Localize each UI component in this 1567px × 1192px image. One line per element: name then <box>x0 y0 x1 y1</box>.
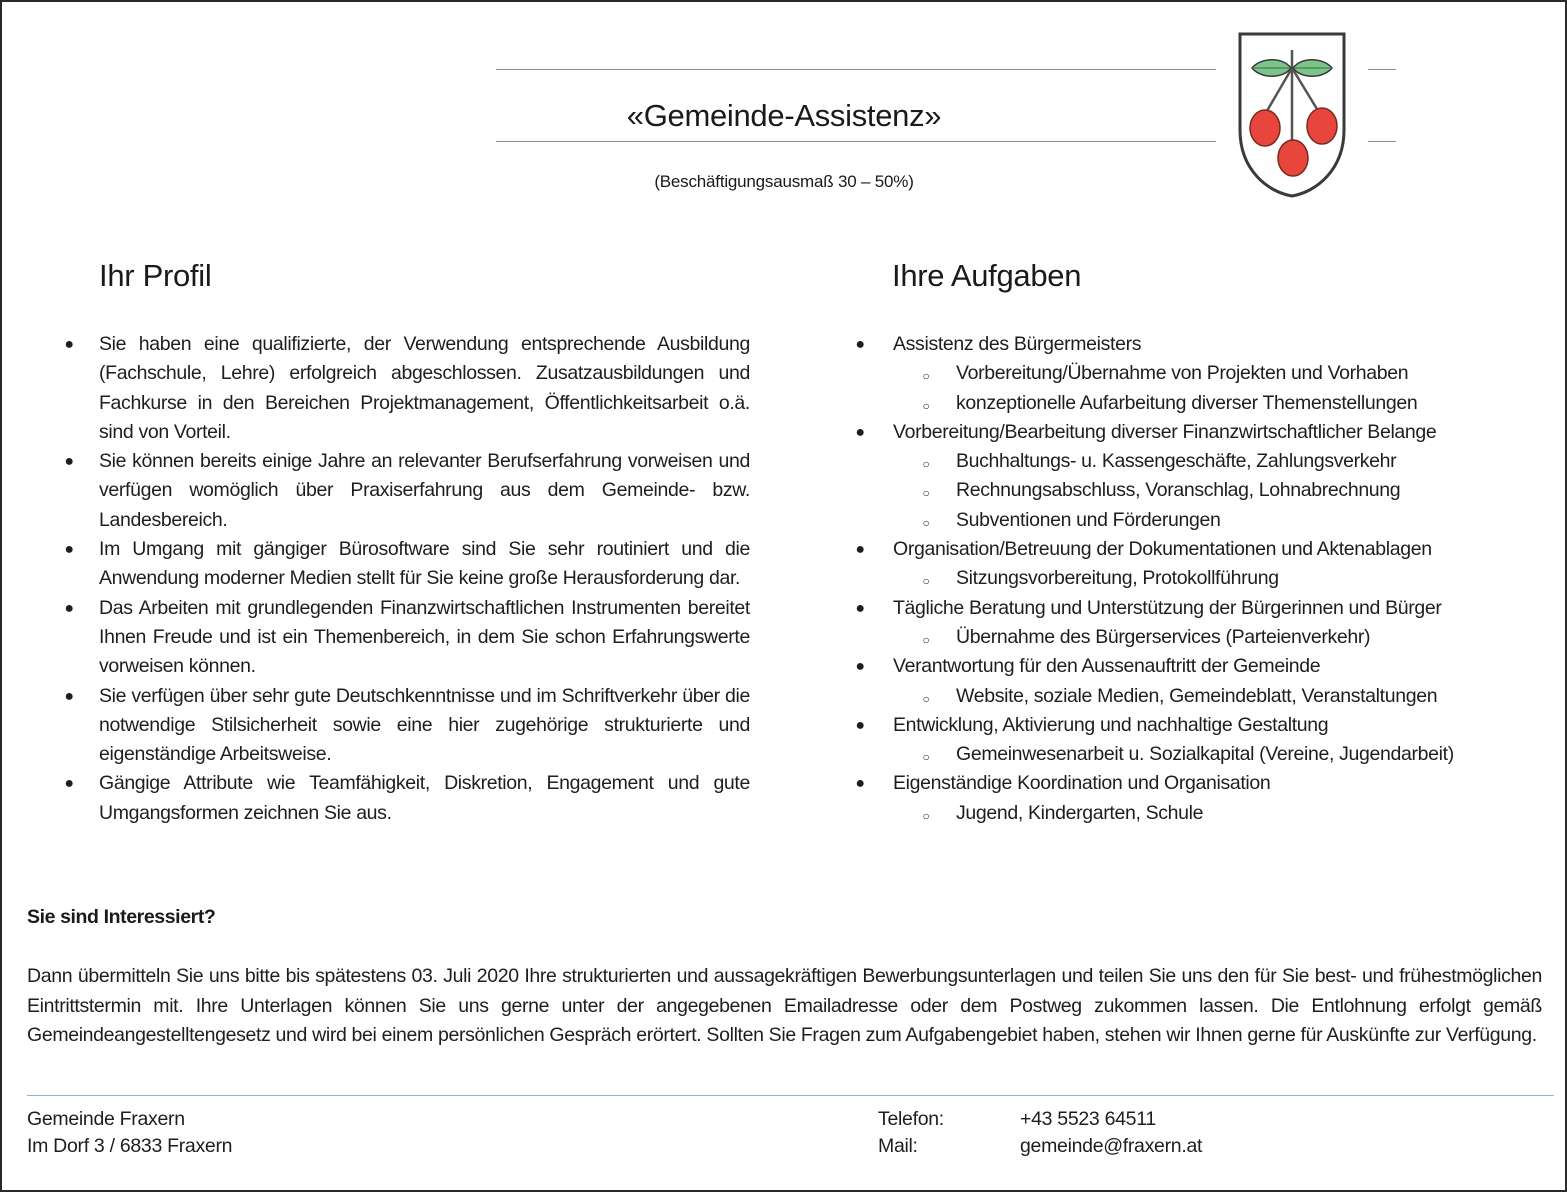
task-subitem-text: Rechnungsabschluss, Voranschlag, Lohnabrechnung <box>956 479 1401 502</box>
task-item-text: Vorbereitung/Bearbeitung diverser Finanzwirtschaftlicher Belange <box>893 420 1437 443</box>
circle-bullet-icon: ○ <box>922 515 930 530</box>
bullet-icon: ● <box>64 541 74 559</box>
task-subitem <box>855 476 1555 505</box>
profile-heading: Ihr Profil <box>99 258 212 293</box>
bullet-icon: ● <box>64 687 74 705</box>
circle-bullet-icon: ○ <box>922 369 930 384</box>
profile-item <box>64 594 750 682</box>
profile-item-text: Das Arbeiten mit grundlegenden Finanzwirtschaftlichen Instrumenten bereitet Ihnen Freude und ist ein Themenbereich, in dem Sie schon Erfahrungswerte vorweisen können. <box>99 596 750 678</box>
task-item <box>855 711 1555 740</box>
task-item-text: Verantwortung für den Aussenauftritt der Gemeinde <box>893 655 1321 678</box>
profile-list <box>64 330 750 828</box>
bullet-icon: ● <box>64 775 74 793</box>
task-item-text: Assistenz des Bürgermeisters <box>893 333 1142 355</box>
circle-bullet-icon: ○ <box>922 691 930 706</box>
bullet-icon: ● <box>855 716 865 734</box>
tasks-list <box>855 330 1555 828</box>
task-subitem-text: Subventionen und Förderungen <box>956 508 1221 531</box>
header-rule-top-right <box>1368 69 1396 70</box>
postal-address: Im Dorf 3 / 6833 Fraxern <box>27 1135 233 1157</box>
profile-item <box>64 682 750 770</box>
task-item <box>855 769 1555 798</box>
profile-item <box>64 330 750 447</box>
bullet-icon: ● <box>64 336 74 353</box>
task-subitem-text: Gemeinwesenarbeit u. Sozialkapital (Vereine, Jugendarbeit) <box>956 743 1454 766</box>
cherry-coat-of-arms-icon <box>1236 30 1348 198</box>
header-rule-bottom <box>496 141 1216 142</box>
profile-item <box>64 769 750 828</box>
employment-scope: (Beschäftigungsausmaß 30 – 50%) <box>654 172 914 191</box>
task-item-text: Tägliche Beratung und Unterstützung der Bürgerinnen und Bürger <box>893 596 1442 619</box>
bullet-icon: ● <box>855 336 865 353</box>
bullet-icon: ● <box>855 541 865 559</box>
task-subitem <box>855 389 1555 418</box>
mail-label: Mail: <box>878 1135 918 1157</box>
task-item <box>855 535 1555 564</box>
footer-divider <box>27 1095 1554 1096</box>
profile-item-text: Sie verfügen über sehr gute Deutschkenntnisse und im Schriftverkehr über die notwendige Stilsicherheit sowie eine hier zugehörige strukturierte und eigenständige Arbeitsweise. <box>99 684 750 766</box>
task-subitem <box>855 682 1555 711</box>
profile-item <box>64 535 750 594</box>
bullet-icon: ● <box>855 423 865 441</box>
task-item-text: Entwicklung, Aktivierung und nachhaltige Gestaltung <box>893 713 1329 736</box>
task-subitem-text: Übernahme des Bürgerservices (Parteienverkehr) <box>956 625 1371 648</box>
profile-item-text: Im Umgang mit gängiger Bürosoftware sind Sie sehr routiniert und die Anwendung moderner Medien stellt für Sie keine große Herausforderung dar. <box>99 538 750 590</box>
circle-bullet-icon: ○ <box>922 457 930 472</box>
circle-bullet-icon: ○ <box>922 750 930 765</box>
footer-contact <box>878 1106 1202 1160</box>
task-subitem-text: Website, soziale Medien, Gemeindeblatt, Veranstaltungen <box>956 684 1438 707</box>
footer-address <box>27 1106 232 1160</box>
task-subitem <box>855 564 1555 593</box>
task-item <box>855 652 1555 681</box>
task-subitem <box>855 359 1555 388</box>
header-rule-bottom-right <box>1368 141 1396 142</box>
circle-bullet-icon: ○ <box>922 808 930 823</box>
task-subitem-text: konzeptionelle Aufarbeitung diverser Themenstellungen <box>956 391 1418 414</box>
circle-bullet-icon: ○ <box>922 486 930 501</box>
email-address[interactable]: gemeinde@fraxern.at <box>1020 1135 1203 1157</box>
circle-bullet-icon: ○ <box>922 574 930 589</box>
task-item-text: Organisation/Betreuung der Dokumentationen und Aktenablagen <box>893 538 1432 561</box>
profile-item-text: Sie haben eine qualifizierte, der Verwendung entsprechende Ausbildung (Fachschule, Lehre) erfolgreich abgeschlossen. Zusatzausbildungen und Fachkurse in den Bereichen Projektmanagement, Öffentlichkeitsarbeit o.ä. sind von Vorteil. <box>99 333 750 443</box>
bullet-icon: ● <box>855 775 865 793</box>
phone-label: Telefon: <box>878 1108 944 1130</box>
task-item <box>855 418 1555 447</box>
circle-bullet-icon: ○ <box>922 398 930 413</box>
profile-item-text: Gängige Attribute wie Teamfähigkeit, Diskretion, Engagement und gute Umgangsformen zeichnen Sie aus. <box>99 772 750 824</box>
org-name: Gemeinde Fraxern <box>27 1108 185 1130</box>
circle-bullet-icon: ○ <box>922 632 930 647</box>
task-subitem-text: Buchhaltungs- u. Kassengeschäfte, Zahlungsverkehr <box>956 450 1397 473</box>
mail-row <box>878 1133 1202 1160</box>
interest-heading: Sie sind Interessiert? <box>27 906 216 928</box>
bullet-icon: ● <box>64 599 74 617</box>
task-subitem-text: Sitzungsvorbereitung, Protokollführung <box>956 567 1279 590</box>
task-subitem <box>855 447 1555 476</box>
page-title: «Gemeinde-Assistenz» <box>626 98 942 133</box>
task-subitem <box>855 799 1555 828</box>
task-item-text: Eigenständige Koordination und Organisation <box>893 772 1271 795</box>
phone-row <box>878 1106 1202 1133</box>
task-subitem-text: Jugend, Kindergarten, Schule <box>956 801 1204 824</box>
task-subitem <box>855 740 1555 769</box>
bullet-icon: ● <box>855 599 865 617</box>
profile-item <box>64 447 750 535</box>
bullet-icon: ● <box>64 453 74 471</box>
header-rule-top <box>496 69 1216 70</box>
phone-number[interactable]: +43 5523 64511 <box>1020 1108 1156 1130</box>
profile-item-text: Sie können bereits einige Jahre an relevanter Berufserfahrung vorweisen und verfügen womöglich über Praxiserfahrung aus dem Gemeinde- bzw. Landesbereich. <box>99 450 750 531</box>
task-item <box>855 330 1555 359</box>
application-instructions: Dann übermitteln Sie uns bitte bis spätestens 03. Juli 2020 Ihre strukturierten und aussagekräftigen Bewerbungsunterlagen und teilen Sie uns den für Sie best- und frühestmöglichen Eintrittstermin mit. Ihre Unterlagen können Sie uns gerne unter der angegebenen Emailadresse oder dem Postweg zukommen lassen. Die Entlohnung erfolgt gemäß Gemeindeangestelltengesetz und wird bei einem persönlichen Gespräch erörtert. Sollten Sie Fragen zum Aufgabengebiet haben, stehen wir Ihnen gerne für Auskünfte zur Verfügung. <box>27 965 1542 1046</box>
task-subitem <box>855 506 1555 535</box>
task-subitem-text: Vorbereitung/Übernahme von Projekten und Vorhaben <box>956 362 1409 385</box>
bullet-icon: ● <box>855 658 865 676</box>
tasks-heading: Ihre Aufgaben <box>892 258 1082 293</box>
task-subitem <box>855 623 1555 652</box>
task-item <box>855 594 1555 623</box>
